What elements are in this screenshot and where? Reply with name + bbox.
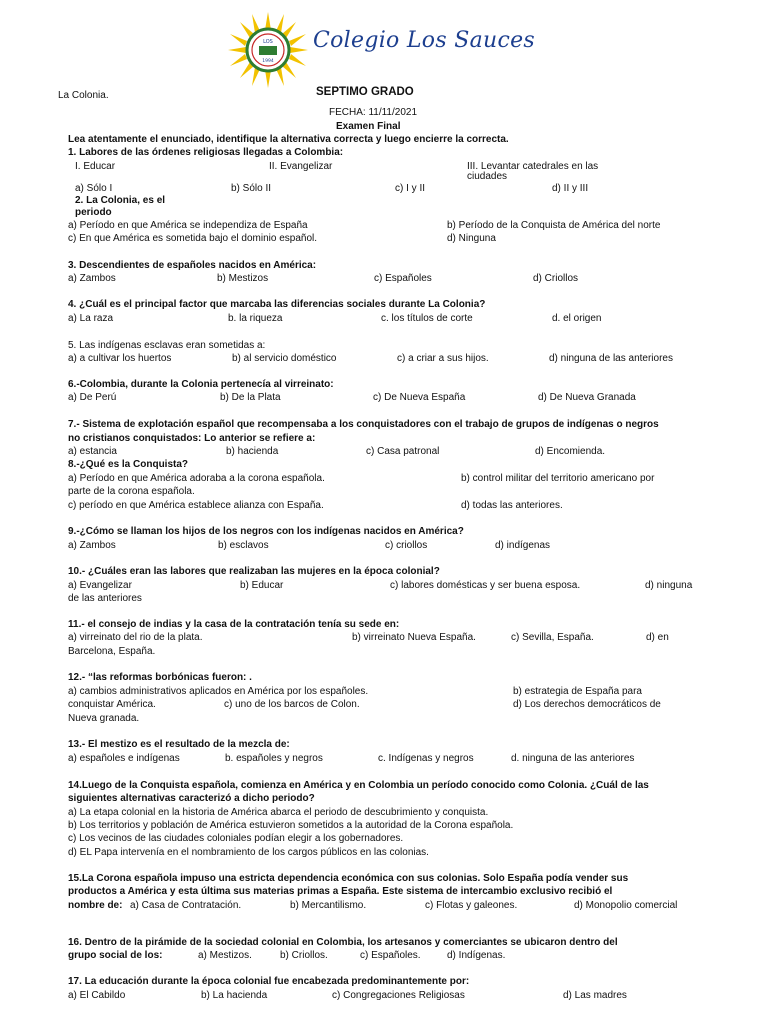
answer-option[interactable]: a) Zambos <box>68 273 116 284</box>
answer-option[interactable]: c) Españoles. <box>360 950 421 961</box>
answer-option[interactable]: b) hacienda <box>226 446 279 457</box>
question-title: 9.-¿Cómo se llaman los hijos de los negros con los indígenas nacidos en América? <box>68 526 464 537</box>
answer-option[interactable]: d) Encomienda. <box>535 446 606 457</box>
answer-option[interactable]: a) virreinato del rio de la plata. <box>68 632 203 643</box>
instruction: Lea atentamente el enunciado, identifique la alternativa correcta y luego encierre la correcta. <box>68 134 509 145</box>
answer-option[interactable]: Nueva granada. <box>68 713 140 724</box>
question-title: 11.- el consejo de indias y la casa de la contratación tenía su sede en: <box>68 619 400 630</box>
question-title: 17. La educación durante la época colonial fue encabezada predominantemente por: <box>68 976 470 987</box>
answer-option[interactable]: a) La etapa colonial en la historia de América abarca el periodo de descubrimiento y conquista. <box>68 807 489 818</box>
answer-option[interactable]: a) El Cabildo <box>68 990 126 1001</box>
school-logo <box>228 12 308 88</box>
question-title: 7.- Sistema de explotación español que recompensaba a los conquistadores con el trabajo de grupos de indígenas o negros <box>68 419 659 430</box>
question-item: I. Educar <box>75 161 116 172</box>
answer-option[interactable]: d) en <box>646 632 669 643</box>
school-name: Colegio Los Sauces <box>313 28 536 53</box>
answer-option[interactable]: c) De Nueva España <box>373 392 466 403</box>
answer-option[interactable]: c) criollos <box>385 540 428 551</box>
answer-option[interactable]: b) virreinato Nueva España. <box>352 632 476 643</box>
answer-option[interactable]: b) estrategia de España para <box>513 686 642 697</box>
question-title: 6.-Colombia, durante la Colonia pertenecía al virreinato: <box>68 379 334 390</box>
answer-option[interactable]: c) a criar a sus hijos. <box>397 353 489 364</box>
answer-option[interactable]: d) todas las anteriores. <box>461 500 563 511</box>
answer-option[interactable]: c) En que América es sometida bajo el dominio español. <box>68 233 318 244</box>
answer-option[interactable]: Barcelona, España. <box>68 646 156 657</box>
answer-option[interactable]: a) De Perú <box>68 392 117 403</box>
answer-option[interactable]: b) De la Plata <box>220 392 281 403</box>
question-title: 8.-¿Qué es la Conquista? <box>68 459 189 470</box>
answer-option[interactable]: d. el origen <box>552 313 602 324</box>
question-title: siguientes alternativas caracterizó a dicho periodo? <box>68 793 315 804</box>
question-title: grupo social de los: <box>68 950 163 961</box>
answer-option[interactable]: d) Ninguna <box>447 233 496 244</box>
answer-option[interactable]: d) De Nueva Granada <box>538 392 636 403</box>
answer-option[interactable]: d) Los derechos democráticos de <box>513 699 661 710</box>
answer-option[interactable]: a) a cultivar los huertos <box>68 353 172 364</box>
answer-option[interactable]: d) EL Papa intervenía en el nombramiento de los cargos públicos en las colonias. <box>68 847 429 858</box>
answer-option[interactable]: a) La raza <box>68 313 114 324</box>
answer-option[interactable]: a) Mestizos. <box>198 950 252 961</box>
question-item: II. Evangelizar <box>269 161 333 172</box>
answer-option[interactable]: b) control militar del territorio americano por <box>461 473 655 484</box>
question-title: nombre de: <box>68 900 123 911</box>
svg-text:1994: 1994 <box>262 59 274 64</box>
subject-label: La Colonia. <box>58 90 109 101</box>
answer-option[interactable]: c. Indígenas y negros <box>378 753 474 764</box>
exam-title: Examen Final <box>336 121 401 132</box>
answer-option[interactable]: c) Flotas y galeones. <box>425 900 518 911</box>
answer-option[interactable]: c) I y II <box>395 183 425 194</box>
answer-option[interactable]: b) Mestizos <box>217 273 269 284</box>
question-title: 16. Dentro de la pirámide de la sociedad colonial en Colombia, los artesanos y comerciantes se ubicaron dentro del <box>68 937 618 948</box>
question-title: 2. La Colonia, es el <box>75 195 166 206</box>
answer-option[interactable]: b) La hacienda <box>201 990 268 1001</box>
answer-option[interactable]: d) Criollos <box>533 273 579 284</box>
answer-option[interactable]: a) estancia <box>68 446 117 457</box>
answer-option[interactable]: b) Período de la Conquista de América del norte <box>447 220 661 231</box>
answer-option[interactable]: d) Monopolio comercial <box>574 900 678 911</box>
question-title: 5. Las indígenas esclavas eran sometidas a: <box>68 340 266 351</box>
answer-option[interactable]: d) indígenas <box>495 540 551 551</box>
answer-option[interactable]: a) españoles e indígenas <box>68 753 180 764</box>
grade-title: SEPTIMO GRADO <box>316 86 414 98</box>
answer-option[interactable]: c. los títulos de corte <box>381 313 473 324</box>
question-title: 15.La Corona española impuso una estricta dependencia económica con sus colonias. Solo España podía vender sus <box>68 873 629 884</box>
question-title: 12.- “las reformas borbónicas fueron: . <box>68 672 252 683</box>
answer-option[interactable]: d) Las madres <box>563 990 627 1001</box>
question-title: 14.Luego de la Conquista española, comienza en América y en Colombia un período conocido como Colonia. ¿Cuál de las <box>68 780 649 791</box>
answer-option[interactable]: b) Mercantilismo. <box>290 900 367 911</box>
exam-date: FECHA: 11/11/2021 <box>329 107 418 118</box>
answer-option[interactable]: a) Evangelizar <box>68 580 132 591</box>
answer-option[interactable]: d) Indígenas. <box>447 950 506 961</box>
sun-seal-icon <box>228 12 308 88</box>
answer-option[interactable]: b) al servicio doméstico <box>232 353 337 364</box>
answer-option[interactable]: c) período en que América establece alianza con España. <box>68 500 324 511</box>
answer-option[interactable]: a) Período en que América adoraba a la corona española. <box>68 473 325 484</box>
answer-option[interactable]: c) uno de los barcos de Colon. <box>224 699 360 710</box>
question-title: no cristianos conquistados: Lo anterior se refiere a: <box>68 433 316 444</box>
question-title: 13.- El mestizo es el resultado de la mezcla de: <box>68 739 290 750</box>
answer-option[interactable]: b) Los territorios y población de América estuvieron sometidos a la autoridad de la Corona española. <box>68 820 514 831</box>
answer-option[interactable]: d) II y III <box>552 183 589 194</box>
question-title: 10.- ¿Cuáles eran las labores que realizaban las mujeres en la época colonial? <box>68 566 440 577</box>
answer-option[interactable]: b) Criollos. <box>280 950 328 961</box>
answer-option[interactable]: b. la riqueza <box>228 313 283 324</box>
answer-option[interactable]: c) Congregaciones Religiosas <box>332 990 465 1001</box>
question-title: productos a América y esta última sus materias primas a España. Este sistema de intercambio exclusivo recibió el <box>68 886 613 897</box>
svg-text:LOS: LOS <box>263 39 273 45</box>
answer-option[interactable]: a) cambios administrativos aplicados en América por los españoles. <box>68 686 369 697</box>
answer-option[interactable]: c) Los vecinos de las ciudades coloniales podían elegir a los gobernadores. <box>68 833 404 844</box>
answer-option[interactable]: conquistar América. <box>68 699 156 710</box>
answer-option[interactable]: a) Zambos <box>68 540 116 551</box>
answer-option[interactable]: b) Educar <box>240 580 284 591</box>
answer-option[interactable]: a) Sólo I <box>75 183 113 194</box>
answer-option[interactable]: c) Casa patronal <box>366 446 440 457</box>
answer-option[interactable]: parte de la corona española. <box>68 486 195 497</box>
answer-option[interactable]: b) esclavos <box>218 540 269 551</box>
question-title: 4. ¿Cuál es el principal factor que marcaba las diferencias sociales durante La Colonia? <box>68 299 486 310</box>
answer-option[interactable]: de las anteriores <box>68 593 142 604</box>
question-title: periodo <box>75 207 112 218</box>
question-title: 1. Labores de las órdenes religiosas llegadas a Colombia: <box>68 147 344 158</box>
answer-option[interactable]: d) ninguna <box>645 580 693 591</box>
answer-option[interactable]: c) labores domésticas y ser buena esposa. <box>390 580 581 591</box>
answer-option[interactable]: b) Sólo II <box>231 183 272 194</box>
question-item: III. Levantar catedrales en las <box>467 161 599 172</box>
answer-option[interactable]: a) Casa de Contratación. <box>130 900 242 911</box>
answer-option[interactable]: b. españoles y negros <box>225 753 323 764</box>
question-item: ciudades <box>467 171 508 182</box>
answer-option[interactable]: a) Período en que América se independiza de España <box>68 220 308 231</box>
answer-option[interactable]: d) ninguna de las anteriores <box>549 353 673 364</box>
question-title: 3. Descendientes de españoles nacidos en América: <box>68 260 317 271</box>
answer-option[interactable]: c) Españoles <box>374 273 432 284</box>
answer-option[interactable]: c) Sevilla, España. <box>511 632 594 643</box>
answer-option[interactable]: d. ninguna de las anteriores <box>511 753 635 764</box>
